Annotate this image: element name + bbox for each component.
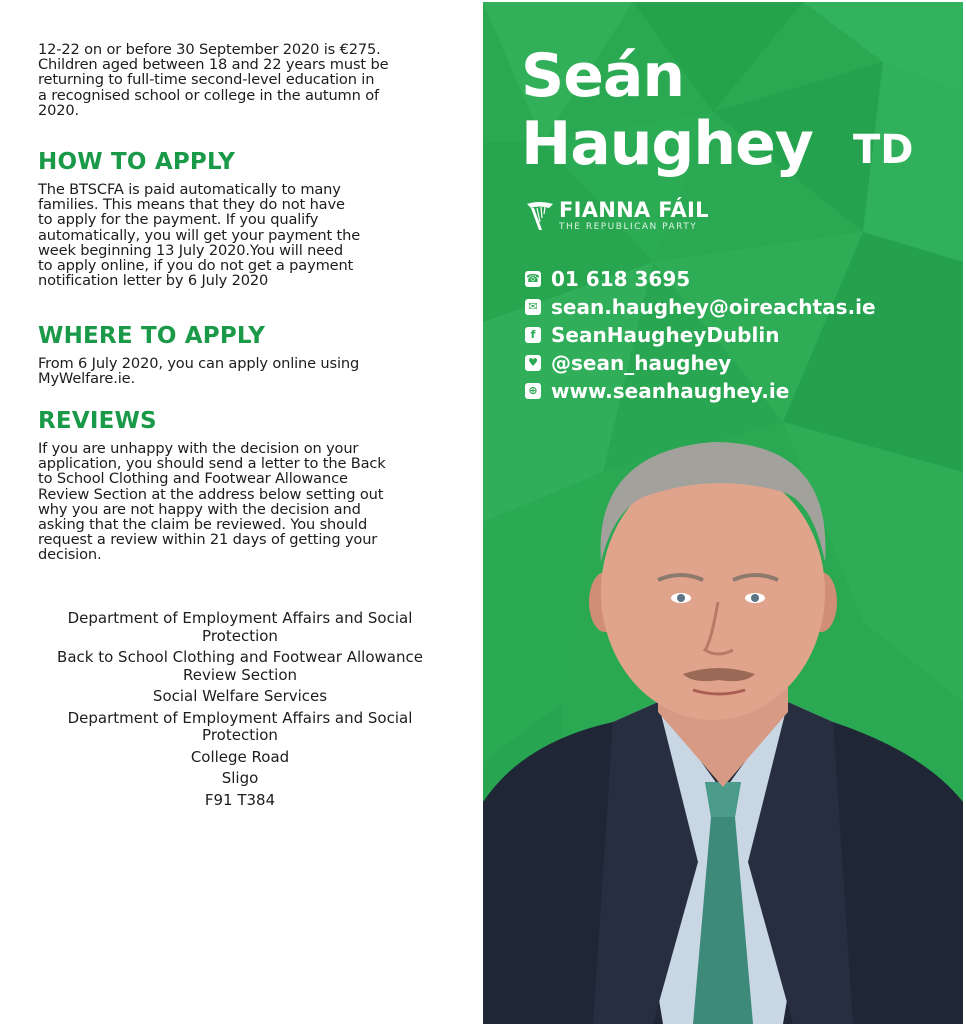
facebook-link[interactable]: SeanHaugheyDublin [551,323,780,347]
facebook-icon: f [525,327,541,343]
twitter-link[interactable]: @sean_haughey [551,351,732,375]
address-line: Social Welfare Services [152,687,328,705]
candidate-name: Seán Haughey [521,41,813,179]
where-to-apply-paragraph: From 6 July 2020, you can apply online using MyWelfare.ie. [38,355,360,388]
phone-number[interactable]: 01 618 3695 [551,267,691,291]
twitter-icon: ♥ [525,355,541,371]
postal-address [38,610,442,813]
intro-paragraph: 12-22 on or before 30 September 2020 is €275. Children aged between 18 and 22 years must be returning to full-time second-level education in a recognised school or college in the autumn of 2020. [38,41,389,119]
where-to-apply-heading: WHERE TO APPLY [38,323,266,349]
candidate-portrait [483,2,963,1024]
website-link[interactable]: www.seanhaughey.ie [551,379,790,403]
how-to-apply-heading: HOW TO APPLY [38,149,236,175]
address-line: College Road [190,747,290,766]
phone-icon: ☎ [526,272,540,285]
reviews-heading: REVIEWS [38,408,157,434]
td-suffix: TD [853,127,914,173]
address-line: Back to School Clothing and Footwear Allowance Review Section [57,648,423,684]
address-line: Department of Employment Affairs and Social Protection [67,708,413,744]
party-name: FIANNA FÁIL [559,198,709,222]
email-link[interactable]: sean.haughey@oireachtas.ie [551,295,876,319]
address-line: Department of Employment Affairs and Social Protection [67,609,413,645]
candidate-panel [483,2,963,1024]
how-to-apply-paragraph: The BTSCFA is paid automatically to many families. This means that they do not have to apply for the payment. If you qualify automatically, you will get your payment the week beginning 13 July 2020.You will need to apply online, if you do not get a payment notification letter by 6 July 2020 [38,181,361,290]
address-line: Sligo [221,769,259,787]
party-tagline: THE REPUBLICAN PARTY [559,222,698,232]
reviews-paragraph: If you are unhappy with the decision on your application, you should send a letter to the Back to School Clothing and Footwear Allowance Review Section at the address below setting out why you are not happy with the decision and asking that the claim be reviewed. You should request a review within 21 days of getting your decision. [38,440,386,564]
web-icon: ⊕ [525,383,541,399]
address-line: F91 T384 [204,790,276,809]
email-icon: ✉ [525,299,541,315]
